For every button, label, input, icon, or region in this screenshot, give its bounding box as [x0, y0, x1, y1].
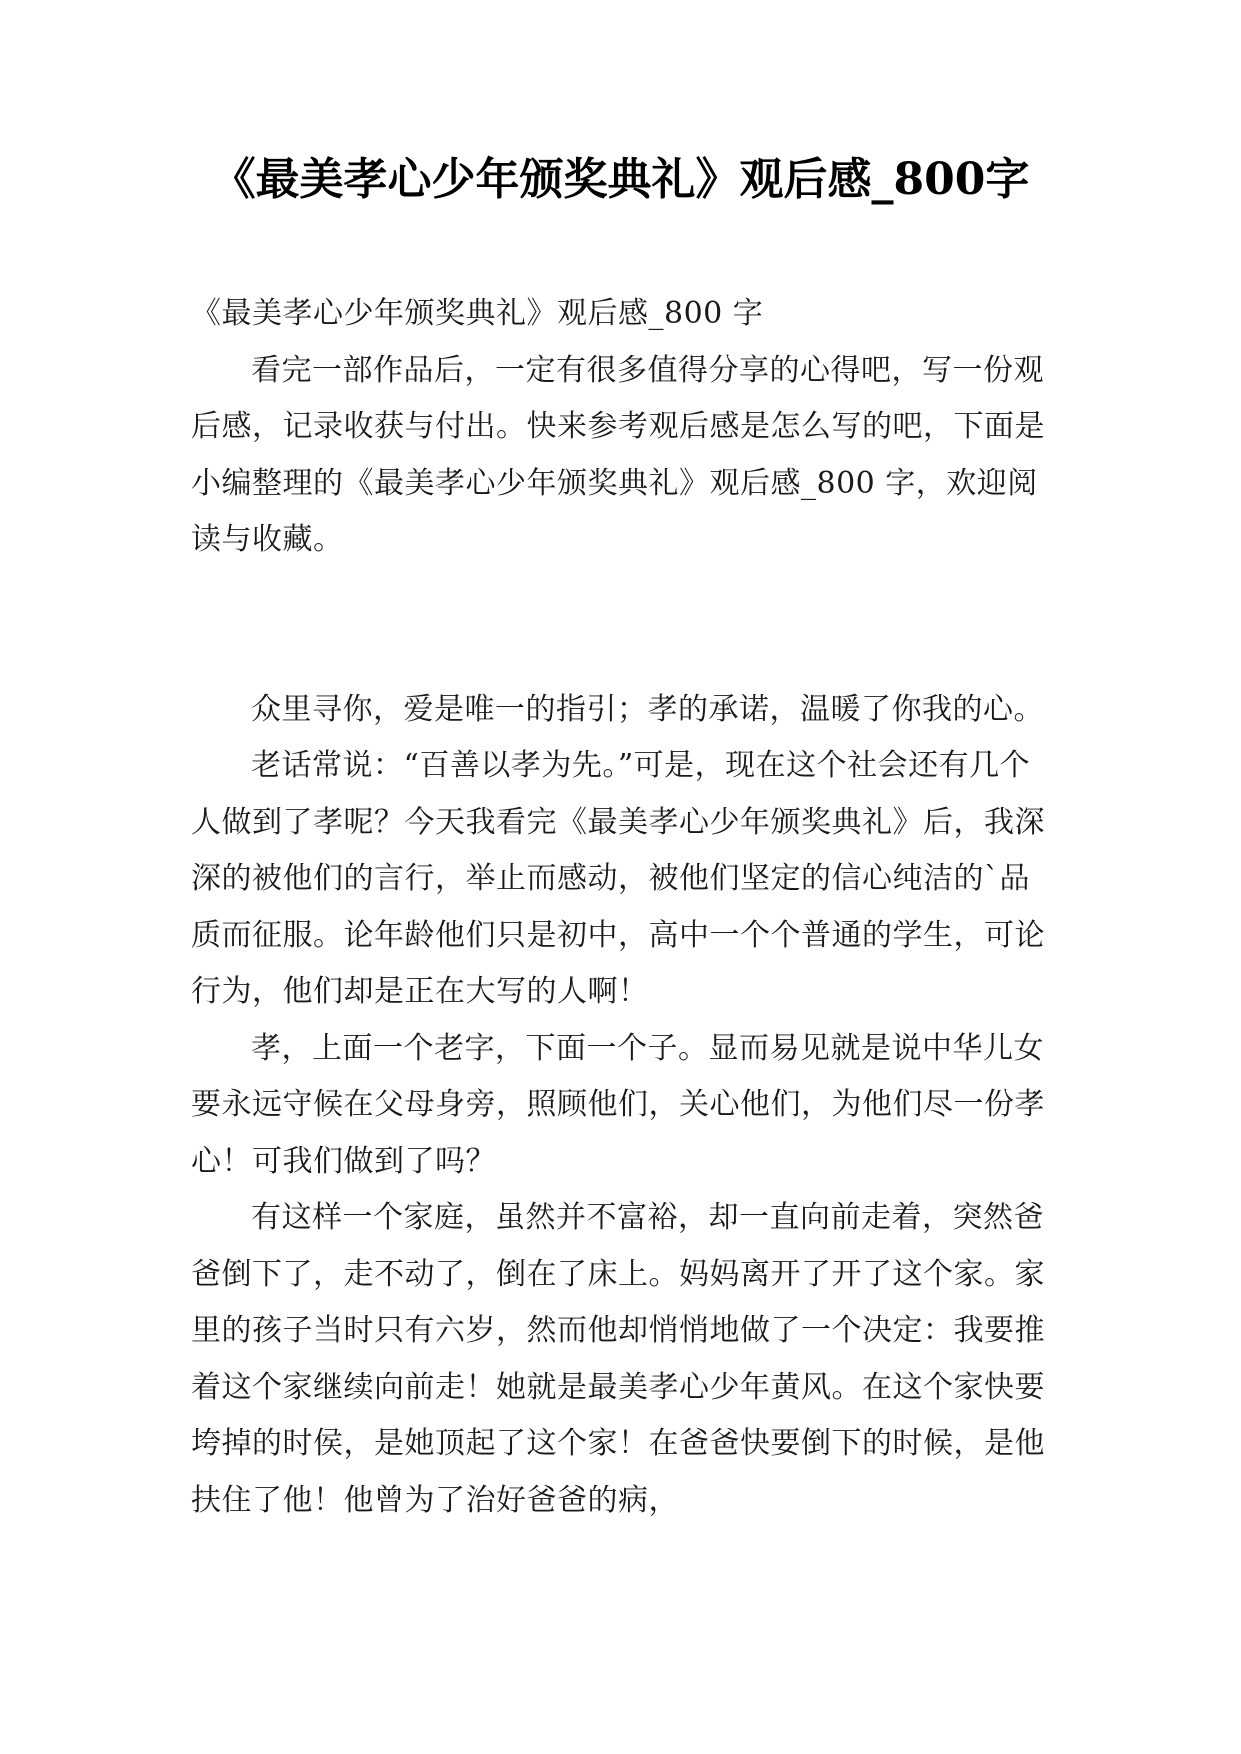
- subtitle-line: 《最美孝心少年颁奖典礼》观后感_800 字: [191, 296, 764, 331]
- body-paragraph: 众里寻你，爱是唯一的指引；孝的承诺，温暖了你我的心。: [251, 691, 1044, 727]
- body-paragraph: 老话常说：“百善以孝为先。”可是，现在这个社会还有几个人做到了孝呢？今天我看完《最美孝心少年颁奖典礼》后，我深深的被他们的言行，举止而感动，被他们坚定的信心纯洁的`品质而征服。论年龄他们只是初中，高中一个个普通的学生，可论行为，他们却是正在大写的人啊！: [191, 748, 1045, 1009]
- body-paragraph: 孝，上面一个老字，下面一个子。显而易见就是说中华儿女要永远守候在父母身旁，照顾他们，关心他们，为他们尽一份孝心！可我们做到了吗？: [191, 1030, 1045, 1179]
- intro-paragraph: 看完一部作品后，一定有很多值得分享的心得吧，写一份观后感，记录收获与付出。快来参考观后感是怎么写的吧，下面是小编整理的《最美孝心少年颁奖典礼》观后感_800 字，欢迎阅读与收藏。: [191, 352, 1045, 557]
- document-body: [191, 286, 1051, 1529]
- document-title: 《最美孝心少年颁奖典礼》观后感_800字: [211, 154, 1030, 205]
- paragraph-spacer: [191, 569, 1051, 682]
- body-paragraph: 有这样一个家庭，虽然并不富裕，却一直向前走着，突然爸爸倒下了，走不动了，倒在了床上。妈妈离开了开了这个家。家里的孩子当时只有六岁，然而他却悄悄地做了一个决定：我要推着这个家继续向前走！她就是最美孝心少年黄风。在这个家快要垮掉的时侯，是她顶起了这个家！在爸爸快要倒下的时候，是他扶住了他！他曾为了治好爸爸的病，: [191, 1200, 1045, 1518]
